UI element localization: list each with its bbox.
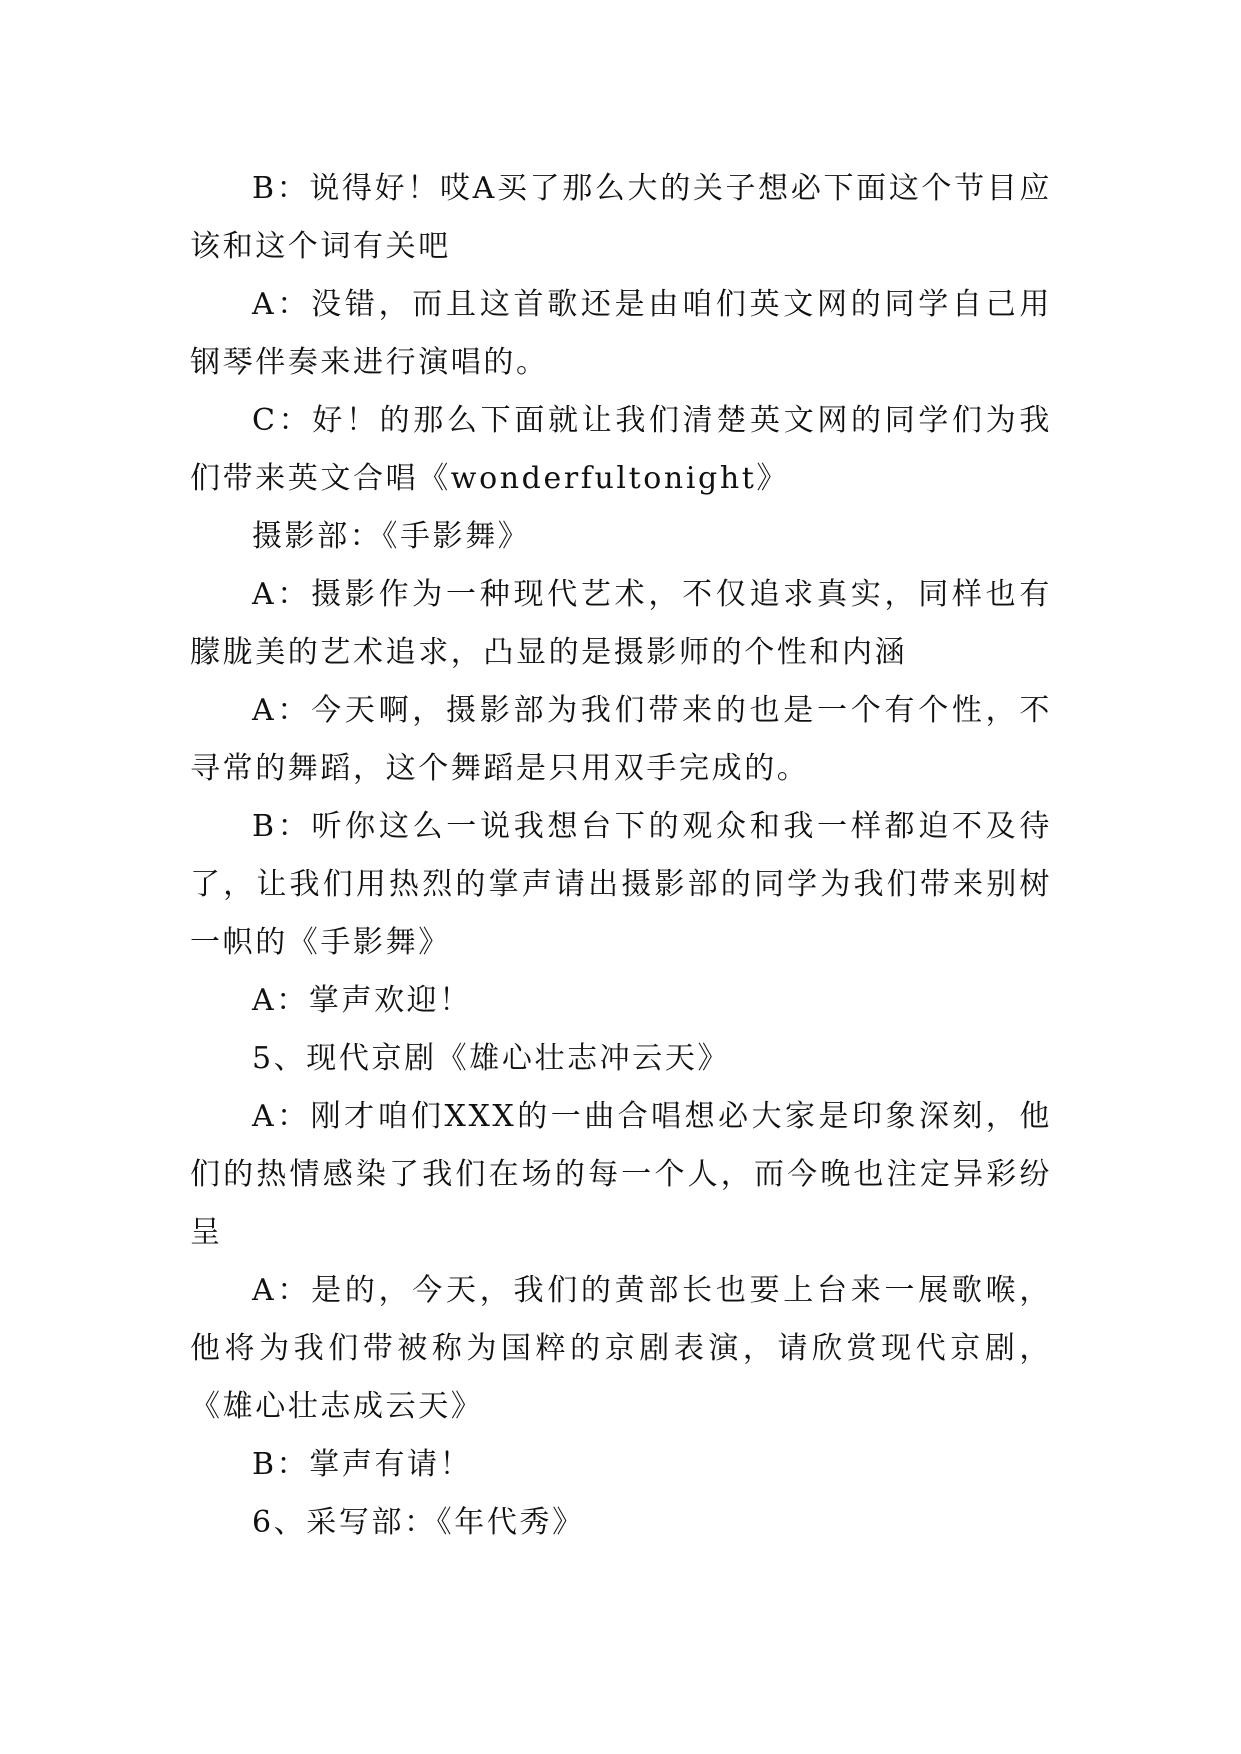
- section-heading: 摄影部：《手影舞》: [252, 519, 531, 554]
- document-body: [190, 160, 1052, 1552]
- paragraph: B：说得好！哎A买了那么大的关子想必下面这个节目应该和这个词有关吧: [190, 171, 1052, 264]
- paragraph: A：刚才咱们XXX的一曲合唱想必大家是印象深刻，他们的热情感染了我们在场的每一个人，而今晚也注定异彩纷呈: [190, 1099, 1052, 1250]
- paragraph: A：是的，今天，我们的黄部长也要上台来一展歌喉，他将为我们带被称为国粹的京剧表演，请欣赏现代京剧，《雄心壮志成云天》: [190, 1273, 1052, 1424]
- paragraph: C：好！的那么下面就让我们清楚英文网的同学们为我们带来英文合唱《wonderfultonight》: [190, 403, 1052, 496]
- paragraph: B：掌声有请！: [252, 1447, 473, 1482]
- paragraph: A：没错，而且这首歌还是由咱们英文网的同学自己用钢琴伴奏来进行演唱的。: [190, 287, 1052, 380]
- section-heading: 6、采写部：《年代秀》: [252, 1505, 585, 1540]
- paragraph: A：掌声欢迎！: [252, 983, 472, 1018]
- paragraph: A：摄影作为一种现代艺术，不仅追求真实，同样也有朦胧美的艺术追求，凸显的是摄影师的个性和内涵: [190, 577, 1052, 670]
- section-heading: 5、现代京剧《雄心壮志冲云天》: [252, 1041, 731, 1076]
- paragraph: A：今天啊，摄影部为我们带来的也是一个有个性，不寻常的舞蹈，这个舞蹈是只用双手完成的。: [190, 693, 1052, 786]
- paragraph: B：听你这么一说我想台下的观众和我一样都迫不及待了，让我们用热烈的掌声请出摄影部的同学为我们带来别树一帜的《手影舞》: [190, 809, 1052, 960]
